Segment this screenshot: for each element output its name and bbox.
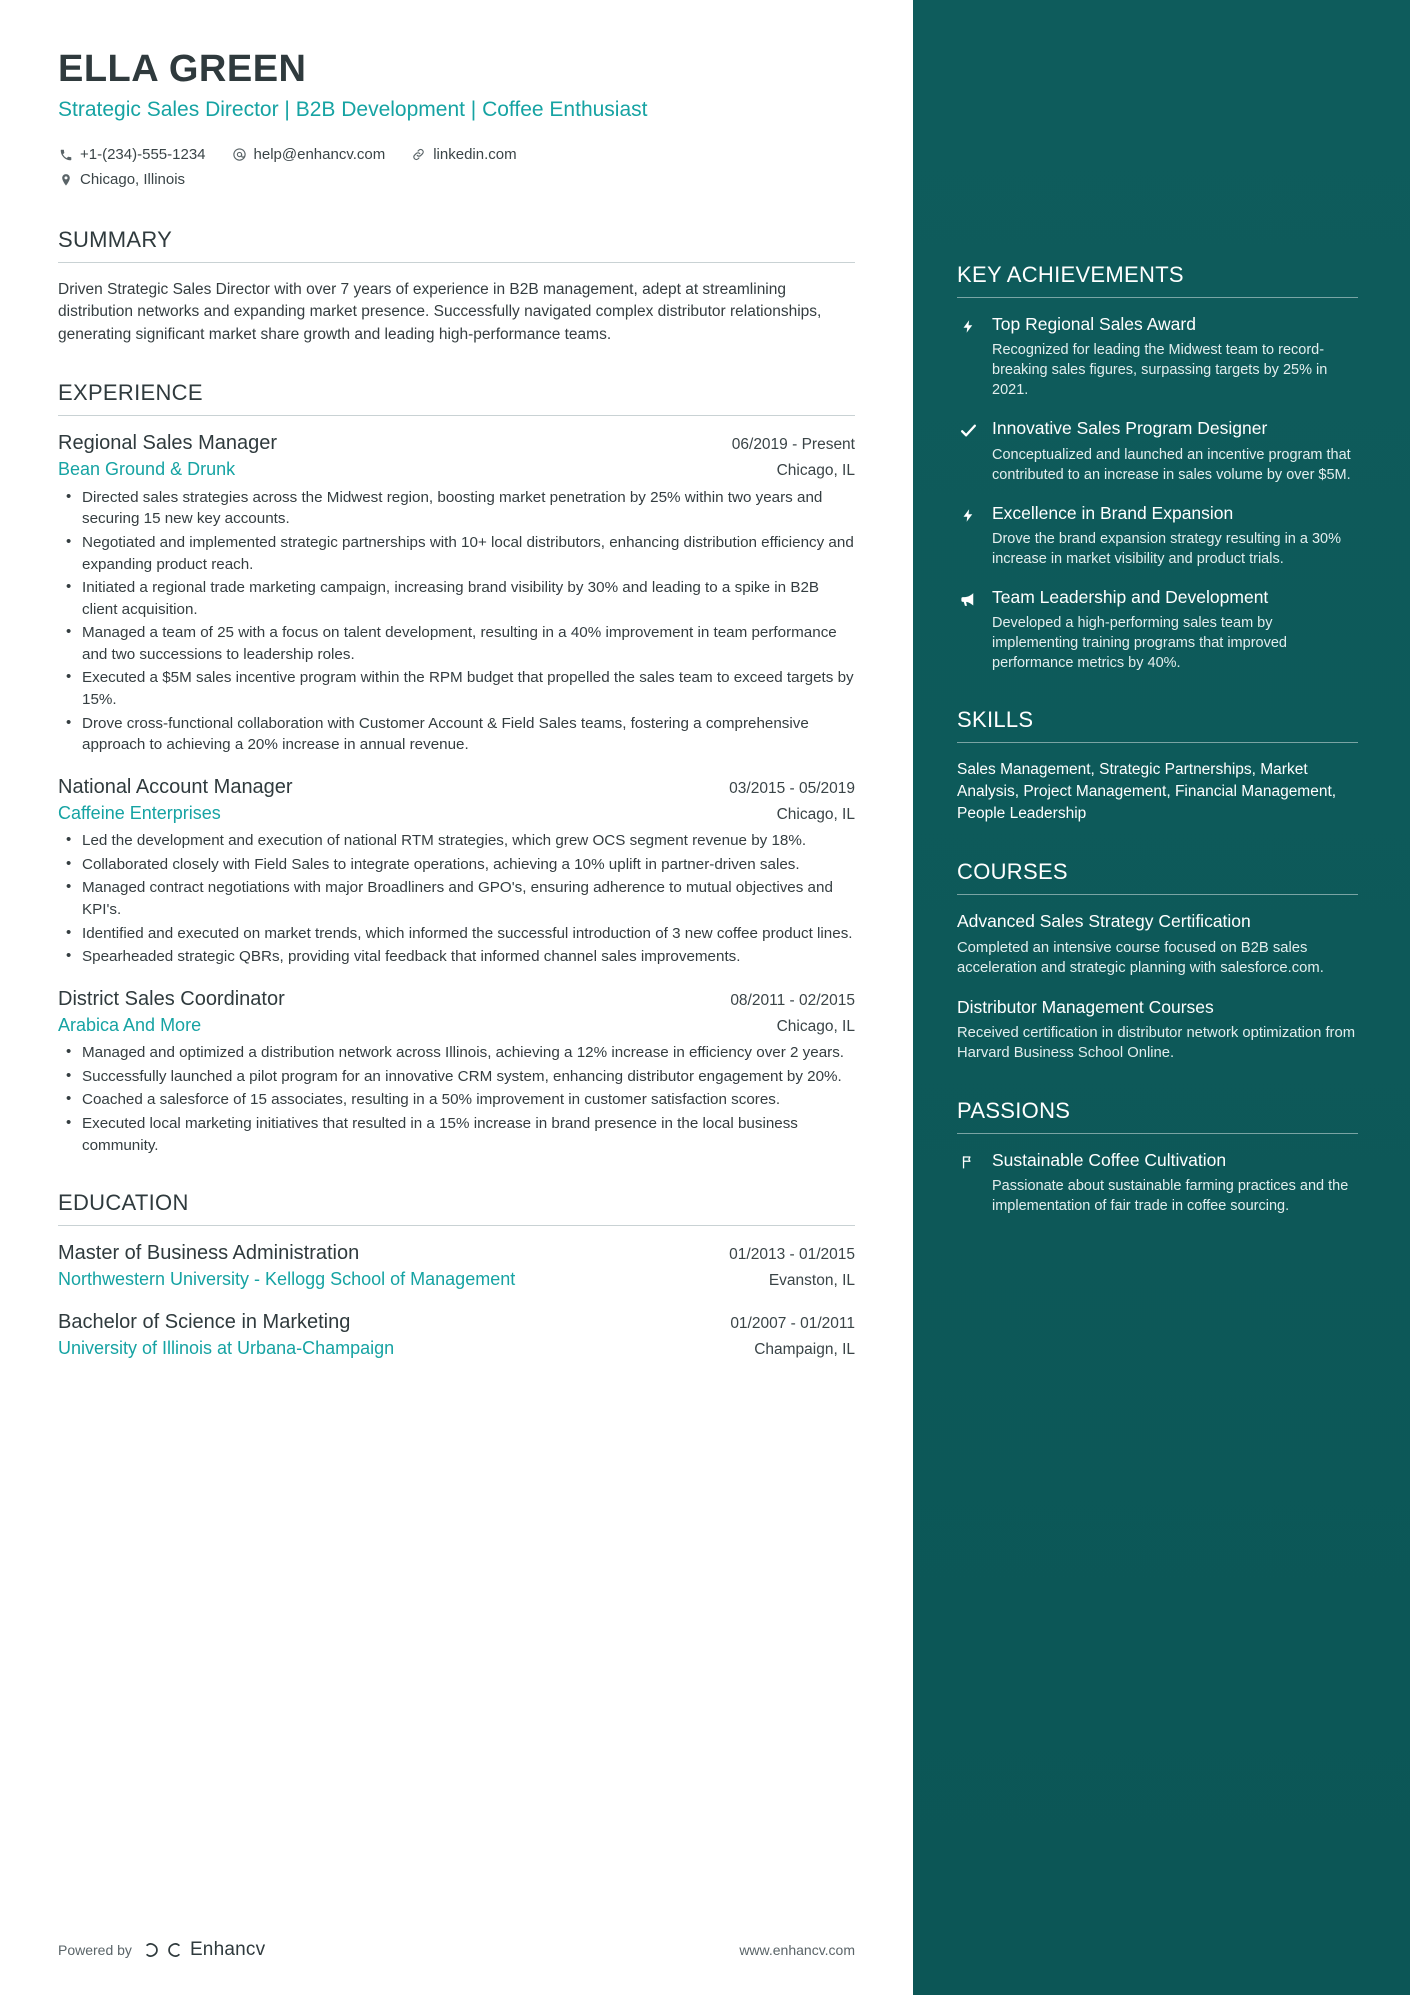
achievement-desc: Developed a high-performing sales team by implementing training programs that improved performance metrics by 40%. — [992, 615, 1287, 672]
summary-heading: SUMMARY — [58, 227, 855, 263]
achievement-title: Excellence in Brand Expansion — [992, 502, 1234, 523]
bolt-icon — [957, 314, 979, 400]
job-bullet: • Collaborated closely with Field Sales to integrate operations, achieving a 10% uplift in partner-driven sales. — [58, 854, 855, 876]
enhancv-wordmark: Enhancv — [189, 1939, 266, 1960]
job-bullets — [58, 1042, 855, 1156]
course-item — [957, 997, 1358, 1064]
summary-text: Driven Strategic Sales Director with over 7 years of experience in B2B management, adept at streamlining distribution networks and expanding market presence. Successfully navigated complex distributor relationships, generating significant market share growth and leading high-performance teams. — [58, 280, 822, 343]
section-skills — [957, 707, 1358, 825]
education-school: Northwestern University - Kellogg School of Management — [58, 1269, 516, 1290]
job-role: National Account Manager — [58, 775, 293, 798]
achievement-desc: Recognized for leading the Midwest team to record-breaking sales figures, surpassing targets by 25% in 2021. — [992, 342, 1328, 399]
course-item — [957, 911, 1358, 978]
education-school: University of Illinois at Urbana-Champaign — [58, 1337, 395, 1358]
job-bullet: • Executed a $5M sales incentive program within the RPM budget that propelled the sales team to exceed targets by 15%. — [58, 667, 855, 710]
achievement-title: Top Regional Sales Award — [992, 314, 1196, 334]
courses-heading: COURSES — [957, 859, 1358, 895]
job-bullet: • Directed sales strategies across the Midwest region, boosting market penetration by 25% within two years and securing 15 new key accounts. — [58, 487, 855, 530]
education-dates: 01/2013 - 01/2015 — [729, 1246, 855, 1264]
job-bullet: • Initiated a regional trade marketing campaign, increasing brand visibility by 30% and leading to a spike in B2B client acquisition. — [58, 577, 855, 620]
job-bullet: • Executed local marketing initiatives that resulted in a 15% increase in brand presence in the local business community. — [58, 1113, 855, 1156]
section-passions — [957, 1098, 1358, 1216]
check-icon — [957, 418, 979, 484]
job-bullet: • Managed contract negotiations with major Broadliners and GPO's, ensuring adherence to mutual objectives and KPI's. — [58, 877, 855, 920]
contact-email — [232, 142, 386, 168]
contact-location — [58, 167, 698, 193]
job-bullets — [58, 830, 855, 967]
job-location: Chicago, IL — [776, 462, 855, 480]
section-experience — [58, 380, 855, 1156]
flag-icon — [957, 1150, 979, 1216]
job-bullet: • Spearheaded strategic QBRs, providing vital feedback that informed channel sales improvements. — [58, 946, 855, 968]
experience-heading: EXPERIENCE — [58, 380, 855, 416]
contact-link-text[interactable]: linkedin.com — [433, 145, 517, 163]
section-key-achievements — [957, 262, 1358, 673]
education-item — [58, 1311, 855, 1360]
job-company: Bean Ground & Drunk — [58, 459, 236, 480]
passion-desc: Passionate about sustainable farming practices and the implementation of fair trade in coffee sourcing. — [992, 1178, 1349, 1215]
resume-sidebar — [913, 0, 1410, 1995]
contact-link[interactable] — [411, 142, 516, 168]
passions-heading: PASSIONS — [957, 1098, 1358, 1134]
course-desc: Received certification in distributor network optimization from Harvard Business School Online. — [957, 1024, 1356, 1062]
skills-text: Sales Management, Strategic Partnerships, Market Analysis, Project Management, Financial Management, People Leadership — [957, 761, 1337, 823]
megaphone-icon — [957, 587, 979, 673]
contact-row — [58, 142, 698, 193]
footer-website[interactable]: www.enhancv.com — [739, 1942, 855, 1958]
skills-heading: SKILLS — [957, 707, 1358, 743]
education-degree: Bachelor of Science in Marketing — [58, 1310, 351, 1333]
page-footer — [58, 1939, 855, 1961]
job-bullets — [58, 487, 855, 756]
experience-item — [58, 776, 855, 968]
education-location: Champaign, IL — [754, 1340, 855, 1358]
enhancv-logo — [144, 1939, 265, 1961]
job-bullet: • Led the development and execution of national RTM strategies, which grew OCS segment revenue by 18%. — [58, 830, 855, 852]
section-summary — [58, 227, 855, 346]
course-title: Advanced Sales Strategy Certification — [957, 911, 1251, 932]
education-location: Evanston, IL — [768, 1272, 855, 1290]
achievement-item — [957, 587, 1358, 673]
job-bullet: • Coached a salesforce of 15 associates, resulting in a 50% improvement in customer satisfaction scores. — [58, 1089, 855, 1111]
achievement-title: Team Leadership and Development — [992, 587, 1269, 608]
job-location: Chicago, IL — [776, 1017, 855, 1035]
job-dates: 06/2019 - Present — [731, 436, 855, 454]
experience-item — [58, 988, 855, 1156]
page-title: ELLA GREEN — [58, 48, 307, 90]
email-icon — [232, 147, 247, 162]
achievement-item — [957, 314, 1358, 400]
job-bullet: • Managed and optimized a distribution network across Illinois, achieving a 12% increase in efficiency over 2 years. — [58, 1042, 855, 1064]
powered-by-label: Powered by — [58, 1942, 132, 1958]
education-heading: EDUCATION — [58, 1190, 855, 1226]
job-bullet: • Identified and executed on market trends, which informed the successful introduction of 3 new coffee product lines. — [58, 923, 855, 945]
phone-icon — [58, 147, 73, 162]
job-bullet: • Successfully launched a pilot program for an innovative CRM system, enhancing distributor engagement by 20%. — [58, 1066, 855, 1088]
course-desc: Completed an intensive course focused on B2B sales acceleration and strategic planning with salesforce.com. — [957, 939, 1324, 977]
contact-phone — [58, 142, 206, 168]
job-role: District Sales Coordinator — [58, 987, 285, 1010]
contact-location-text: Chicago, Illinois — [80, 171, 186, 189]
achievement-desc: Conceptualized and launched an incentive program that contributed to an increase in sales volume by over $5M. — [992, 446, 1351, 483]
achievement-item — [957, 418, 1358, 484]
job-location: Chicago, IL — [776, 805, 855, 823]
job-company: Arabica And More — [58, 1014, 202, 1035]
job-role: Regional Sales Manager — [58, 432, 278, 455]
bolt-icon — [957, 503, 979, 569]
powered-by-block — [58, 1939, 265, 1961]
section-education — [58, 1190, 855, 1359]
job-dates: 03/2015 - 05/2019 — [729, 779, 855, 797]
passion-item — [957, 1150, 1358, 1216]
education-dates: 01/2007 - 01/2011 — [730, 1314, 855, 1332]
achievement-item — [957, 503, 1358, 569]
education-item — [58, 1242, 855, 1291]
contact-phone-text: +1-(234)-555-1234 — [80, 145, 206, 163]
job-bullet: • Negotiated and implemented strategic partnerships with 10+ local distributors, enhancing distribution efficiency and expanding product reach. — [58, 532, 855, 575]
job-bullet: • Drove cross-functional collaboration with Customer Account & Field Sales teams, fostering a comprehensive approach to achieving a 20% increase in annual revenue. — [58, 713, 855, 756]
course-title: Distributor Management Courses — [957, 996, 1214, 1017]
experience-item — [58, 432, 855, 755]
passion-title: Sustainable Coffee Cultivation — [992, 1149, 1227, 1170]
location-icon — [58, 173, 73, 188]
contact-email-text: help@enhancv.com — [253, 145, 386, 163]
achievements-heading: KEY ACHIEVEMENTS — [957, 262, 1358, 298]
job-dates: 08/2011 - 02/2015 — [730, 991, 855, 1009]
headline: Strategic Sales Director | B2B Development | Coffee Enthusiast — [58, 98, 648, 121]
achievement-desc: Drove the brand expansion strategy resulting in a 30% increase in market visibility and product trials. — [992, 531, 1342, 568]
section-courses — [957, 859, 1358, 1063]
achievement-title: Innovative Sales Program Designer — [992, 418, 1268, 439]
education-degree: Master of Business Administration — [58, 1242, 360, 1265]
job-bullet: • Managed a team of 25 with a focus on talent development, resulting in a 40% improvement in team performance and two successions to leadership roles. — [58, 622, 855, 665]
job-company: Caffeine Enterprises — [58, 802, 221, 823]
link-icon — [411, 147, 426, 162]
